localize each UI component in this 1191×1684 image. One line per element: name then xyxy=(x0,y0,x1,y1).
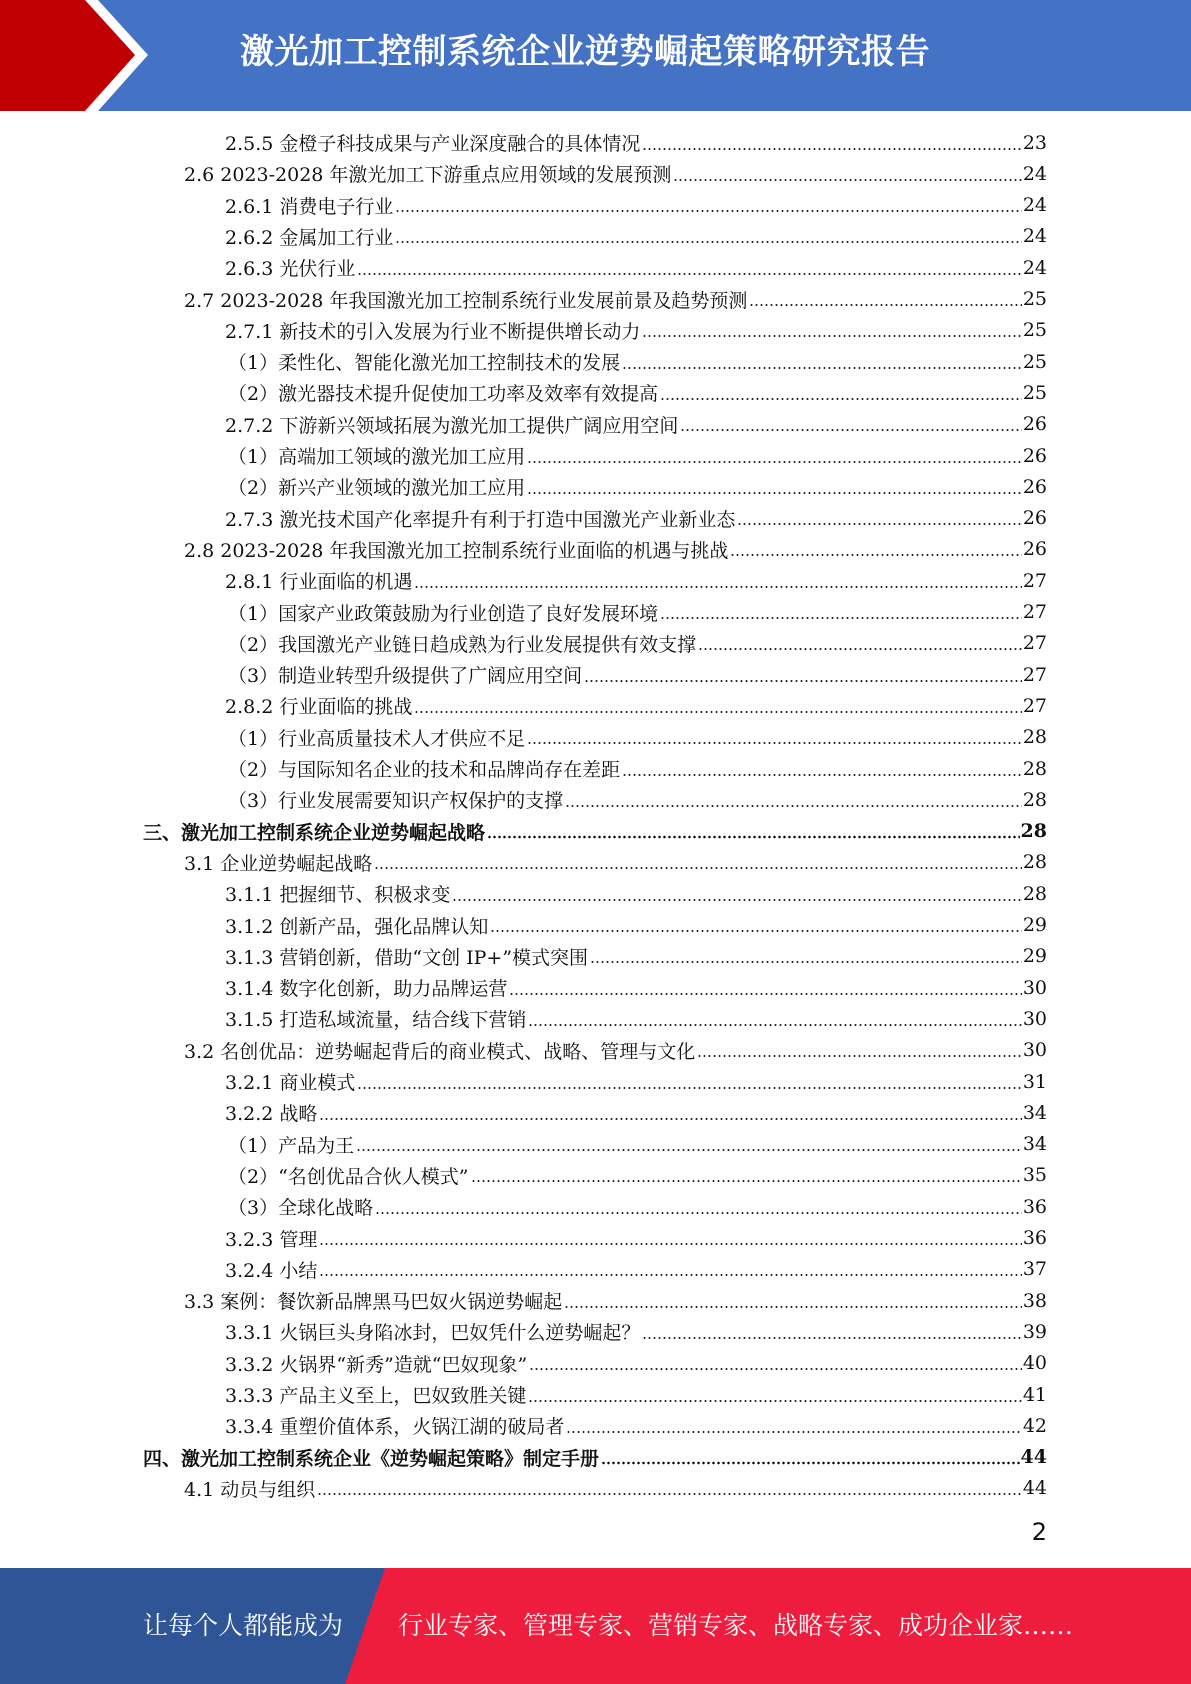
toc-entry[interactable] xyxy=(228,377,1047,408)
toc-leader-dots xyxy=(680,428,1021,432)
toc-entry-page: 24 xyxy=(1022,256,1047,279)
toc-entry-label: 3.3.3 产品主义至上，巴奴致胜关键 xyxy=(225,1385,527,1407)
toc-entry-label: 3.1.1 把握细节、积极求变 xyxy=(225,884,451,907)
toc-leader-dots xyxy=(527,460,1022,464)
toc-entry-page: 28 xyxy=(1022,851,1047,874)
toc-entry[interactable] xyxy=(228,597,1047,628)
toc-entry-label: 3.2 名创优品：逆势崛起背后的商业模式、战略、管理与文化 xyxy=(184,1040,696,1063)
toc-entry[interactable] xyxy=(225,1066,1047,1097)
toc-entry-label: 2.7.3 激光技术国产化率提升有利于打造中国激光产业新业态 xyxy=(225,508,736,531)
footer-slogan-right: 行业专家、管理专家、营销专家、战略专家、成功企业家…… xyxy=(398,1611,1074,1640)
toc-entry-label: （1）行业高质量技术人才供应不足 xyxy=(228,727,526,750)
toc-leader-dots xyxy=(730,553,1021,557)
page-header xyxy=(0,0,1191,111)
toc-entry-page: 34 xyxy=(1022,1101,1047,1124)
toc-entry-label: 2.8.2 行业面临的挑战 xyxy=(225,696,413,719)
toc-leader-dots xyxy=(622,366,1022,370)
toc-entry-label: （2）激光器技术提升促使加工功率及效率有效提高 xyxy=(228,383,659,406)
toc-leader-dots xyxy=(471,1179,1022,1183)
toc-entry-label: 3.1.3 营销创新，借助“文创 IP+”模式突围 xyxy=(225,946,589,969)
toc-entry[interactable] xyxy=(228,346,1047,377)
toc-leader-dots xyxy=(487,835,1020,839)
toc-leader-dots xyxy=(395,240,1021,244)
toc-entry-label: 3.3.4 重塑价值体系，火锅江湖的破局者 xyxy=(225,1416,565,1439)
toc-entry-page: 26 xyxy=(1022,538,1047,561)
toc-entry-page: 27 xyxy=(1022,694,1047,717)
toc-entry-label: 三、激光加工控制系统企业逆势崛起战略 xyxy=(143,821,486,844)
toc-entry-label: 2.6 2023-2028 年激光加工下游重点应用领域的发展预测 xyxy=(184,164,672,187)
toc-entry-page: 27 xyxy=(1022,632,1047,655)
toc-entry-page: 28 xyxy=(1022,882,1047,905)
toc-entry[interactable] xyxy=(228,471,1047,502)
toc-entry-page: 24 xyxy=(1022,162,1047,185)
toc-entry[interactable] xyxy=(225,972,1047,1003)
toc-leader-dots xyxy=(414,710,1021,714)
toc-entry-label: （3）全球化战略 xyxy=(228,1197,374,1220)
toc-leader-dots xyxy=(642,1336,1021,1340)
toc-entry-label: 2.6.1 消费电子行业 xyxy=(225,195,394,218)
toc-leader-dots xyxy=(673,178,1021,182)
toc-entry-label: 3.3.2 火锅界“新秀”造就“巴奴现象” xyxy=(225,1353,528,1376)
toc-leader-dots xyxy=(698,647,1022,651)
toc-entry[interactable] xyxy=(225,409,1047,440)
toc-entry[interactable] xyxy=(228,722,1047,753)
toc-leader-dots xyxy=(660,397,1022,401)
toc-entry[interactable] xyxy=(225,190,1047,221)
toc-leader-dots xyxy=(375,1211,1022,1215)
toc-leader-dots xyxy=(395,209,1021,213)
toc-entry-page: 29 xyxy=(1022,945,1047,968)
toc-leader-dots xyxy=(529,1367,1022,1371)
toc-entry-label: （3）制造业转型升级提供了广阔应用空间 xyxy=(228,665,583,688)
toc-entry[interactable] xyxy=(143,1442,1047,1473)
toc-entry-page: 27 xyxy=(1022,569,1047,592)
toc-entry[interactable] xyxy=(225,1223,1047,1254)
toc-entry[interactable] xyxy=(228,784,1047,815)
toc-entry[interactable] xyxy=(143,816,1047,847)
toc-entry-page: 28 xyxy=(1022,757,1047,780)
toc-entry-page: 29 xyxy=(1022,914,1047,936)
toc-leader-dots xyxy=(319,1242,1021,1246)
toc-entry-page: 36 xyxy=(1022,1195,1047,1218)
toc-entry[interactable] xyxy=(184,847,1047,878)
toc-entry[interactable] xyxy=(225,127,1047,158)
footer-slogan-left: 让每个人都能成为 xyxy=(143,1611,344,1640)
toc-entry-page: 41 xyxy=(1022,1383,1047,1406)
toc-entry-page: 25 xyxy=(1022,319,1047,342)
page-number: 2 xyxy=(1031,1518,1047,1546)
toc-leader-dots xyxy=(528,1399,1021,1403)
toc-entry-page: 35 xyxy=(1022,1164,1047,1187)
toc-entry-label: （2）新兴产业领域的激光加工应用 xyxy=(228,477,526,500)
toc-entry[interactable] xyxy=(225,221,1047,252)
toc-entry[interactable] xyxy=(184,284,1047,315)
toc-leader-dots xyxy=(374,866,1022,870)
toc-entry[interactable] xyxy=(228,440,1047,471)
toc-entry[interactable] xyxy=(225,941,1047,972)
toc-leader-dots xyxy=(565,804,1022,808)
toc-leader-dots xyxy=(527,741,1022,745)
toc-leader-dots xyxy=(528,1023,1021,1027)
toc-leader-dots xyxy=(737,522,1021,526)
toc-entry-page: 28 xyxy=(1022,788,1047,811)
toc-entry-label: 2.5.5 金橙子科技成果与产业深度融合的具体情况 xyxy=(225,133,641,155)
toc-entry-label: 3.2.1 商业模式 xyxy=(225,1072,356,1094)
toc-leader-dots xyxy=(490,929,1021,933)
toc-leader-dots xyxy=(566,1430,1021,1434)
toc-entry-label: 3.3.1 火锅巨头身陷冰封，巴奴凭什么逆势崛起？ xyxy=(225,1322,641,1345)
toc-entry-label: 2.8.1 行业面临的机遇 xyxy=(225,571,413,594)
toc-entry-page: 31 xyxy=(1022,1070,1047,1093)
toc-entry[interactable] xyxy=(184,1035,1047,1066)
toc-entry-label: （1）柔性化、智能化激光加工控制技术的发展 xyxy=(228,352,621,375)
toc-leader-dots xyxy=(357,1086,1021,1090)
toc-entry-label: 3.2.4 小结 xyxy=(225,1259,318,1282)
toc-entry[interactable] xyxy=(225,1003,1047,1034)
toc-leader-dots xyxy=(319,1273,1021,1277)
toc-entry-page: 30 xyxy=(1022,1039,1047,1062)
toc-entry[interactable] xyxy=(228,659,1047,690)
toc-entry-page: 26 xyxy=(1022,475,1047,498)
toc-entry-label: 2.6.3 光伏行业 xyxy=(225,258,356,281)
page-footer xyxy=(0,1568,1191,1684)
toc-entry[interactable] xyxy=(228,1160,1047,1191)
toc-entry-page: 25 xyxy=(1022,288,1047,310)
toc-leader-dots xyxy=(414,585,1021,589)
toc-entry-label: 3.3 案例：餐饮新品牌黑马巴奴火锅逆势崛起 xyxy=(184,1291,563,1314)
toc-entry[interactable] xyxy=(184,534,1047,565)
toc-entry-label: 2.8 2023-2028 年我国激光加工控制系统行业面临的机遇与挑战 xyxy=(184,539,729,562)
toc-entry[interactable] xyxy=(228,753,1047,784)
toc-entry[interactable] xyxy=(225,1348,1047,1379)
toc-entry[interactable] xyxy=(225,910,1047,941)
toc-entry[interactable] xyxy=(225,1316,1047,1347)
toc-entry-page: 27 xyxy=(1022,601,1047,623)
toc-entry[interactable] xyxy=(228,1191,1047,1222)
toc-entry-label: 3.2.3 管理 xyxy=(225,1228,318,1251)
toc-entry[interactable] xyxy=(225,1410,1047,1441)
toc-entry[interactable] xyxy=(184,1285,1047,1316)
toc-entry-page: 38 xyxy=(1022,1289,1047,1312)
toc-entry-label: （2）与国际知名企业的技术和品牌尚存在差距 xyxy=(228,759,621,781)
toc-entry-label: 四、激光加工控制系统企业《逆势崛起策略》制定手册 xyxy=(143,1447,600,1470)
toc-entry-page: 26 xyxy=(1022,507,1047,530)
toc-entry-page: 28 xyxy=(1020,820,1047,843)
toc-entry-page: 25 xyxy=(1022,350,1047,373)
toc-leader-dots xyxy=(584,679,1022,683)
toc-entry[interactable] xyxy=(228,1129,1047,1160)
toc-entry-label: （1）高端加工领域的激光加工应用 xyxy=(228,446,526,468)
toc-entry[interactable] xyxy=(225,1254,1047,1285)
toc-entry-label: （2）我国激光产业链日趋成熟为行业发展提供有效支撑 xyxy=(228,633,697,656)
toc-entry-page: 30 xyxy=(1022,976,1047,999)
toc-leader-dots xyxy=(319,1117,1021,1121)
toc-entry[interactable] xyxy=(228,628,1047,659)
toc-entry-page: 44 xyxy=(1022,1477,1047,1500)
toc-entry-label: 2.7.1 新技术的引入发展为行业不断提供增长动力 xyxy=(225,320,641,343)
toc-leader-dots xyxy=(622,773,1022,777)
toc-leader-dots xyxy=(356,1148,1022,1152)
toc-entry-label: （1）国家产业政策鼓励为行业创造了良好发展环境 xyxy=(228,602,659,625)
toc-entry-page: 44 xyxy=(1020,1446,1047,1469)
toc-entry-label: 3.1 企业逆势崛起战略 xyxy=(184,852,373,875)
toc-entry[interactable] xyxy=(184,1473,1047,1504)
toc-entry-label: 3.1.4 数字化创新，助力品牌运营 xyxy=(225,978,508,1001)
toc-entry-label: 2.6.2 金属加工行业 xyxy=(225,226,394,249)
toc-entry-page: 24 xyxy=(1022,194,1047,217)
toc-entry-label: （1）产品为王 xyxy=(228,1134,355,1157)
toc-entry-label: 4.1 动员与组织 xyxy=(184,1478,316,1501)
toc-entry-label: 3.1.2 创新产品，强化品牌认知 xyxy=(225,915,489,938)
toc-entry[interactable] xyxy=(225,1097,1047,1128)
toc-entry-page: 30 xyxy=(1022,1007,1047,1030)
toc-entry-page: 25 xyxy=(1022,381,1047,404)
toc-leader-dots xyxy=(564,1305,1022,1309)
toc-entry-page: 23 xyxy=(1022,131,1047,154)
toc-leader-dots xyxy=(660,616,1022,620)
toc-leader-dots xyxy=(642,334,1021,338)
toc-entry-page: 26 xyxy=(1022,413,1047,436)
toc-leader-dots xyxy=(642,147,1021,151)
header-title: 激光加工控制系统企业逆势崛起策略研究报告 xyxy=(240,32,930,72)
toc-leader-dots xyxy=(452,898,1021,902)
toc-leader-dots xyxy=(601,1461,1020,1465)
toc-entry-page: 42 xyxy=(1022,1414,1047,1437)
toc-entry-page: 36 xyxy=(1022,1227,1047,1249)
toc-entry[interactable] xyxy=(225,1379,1047,1410)
toc-entry-page: 24 xyxy=(1022,225,1047,248)
toc-entry-label: （2）“名创优品合伙人模式” xyxy=(228,1165,469,1188)
toc-entry-label: （3）行业发展需要知识产权保护的支撑 xyxy=(228,790,564,813)
toc-entry-page: 39 xyxy=(1022,1320,1047,1343)
toc-entry-page: 26 xyxy=(1022,444,1047,467)
toc-entry-label: 2.7 2023-2028 年我国激光加工控制系统行业发展前景及趋势预测 xyxy=(184,289,748,312)
toc-entry[interactable] xyxy=(225,503,1047,534)
toc-entry-page: 28 xyxy=(1022,726,1047,749)
toc-entry[interactable] xyxy=(225,315,1047,346)
toc-entry[interactable] xyxy=(225,690,1047,721)
toc-leader-dots xyxy=(749,303,1021,307)
toc-entry-page: 34 xyxy=(1022,1133,1047,1156)
toc-leader-dots xyxy=(357,272,1021,276)
toc-leader-dots xyxy=(697,1054,1022,1058)
toc-entry-page: 27 xyxy=(1022,663,1047,686)
toc-leader-dots xyxy=(527,491,1022,495)
toc-leader-dots xyxy=(590,960,1022,964)
toc-entry[interactable] xyxy=(225,878,1047,909)
toc-entry-label: 3.2.2 战略 xyxy=(225,1103,318,1126)
toc-leader-dots xyxy=(317,1492,1022,1496)
toc-entry-label: 3.1.5 打造私域流量，结合线下营销 xyxy=(225,1009,527,1032)
toc-entry[interactable] xyxy=(225,252,1047,283)
toc-entry[interactable] xyxy=(225,565,1047,596)
toc-entry[interactable] xyxy=(184,158,1047,189)
toc-leader-dots xyxy=(509,992,1021,996)
toc-entry-page: 37 xyxy=(1022,1258,1047,1281)
toc-entry-page: 40 xyxy=(1022,1352,1047,1375)
toc-entry-label: 2.7.2 下游新兴领域拓展为激光加工提供广阔应用空间 xyxy=(225,414,679,437)
